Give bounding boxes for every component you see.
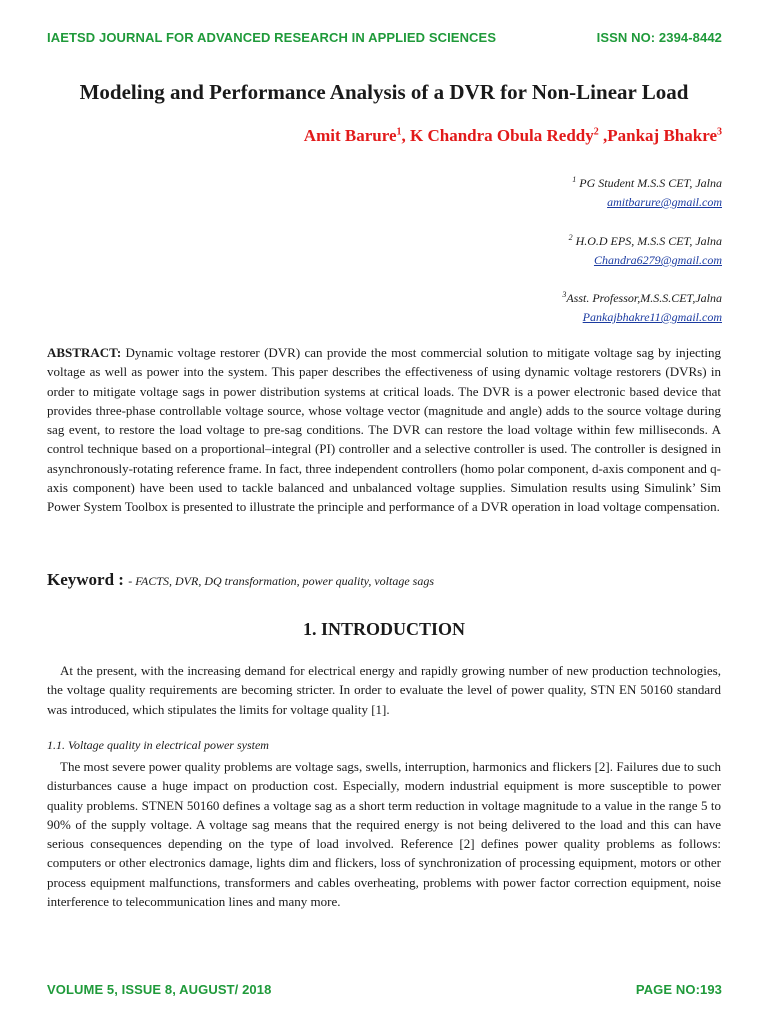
keywords-label: Keyword : — [47, 570, 129, 589]
intro-paragraph: At the present, with the increasing demand for electrical energy and rapidly growing number of new production technologies, the voltage quality requirements are becoming stricter. In order to evaluate the level of power quality, STN EN 50160 standard was introduced, which stipulates the limits for voltage quality [1]. — [47, 663, 721, 717]
email-link[interactable]: Chandra6279@gmail.com — [593, 253, 722, 267]
author-name: Pankaj Bhakre — [607, 126, 717, 145]
author-name: K Chandra Obula Reddy — [410, 126, 594, 145]
affiliation-superscript: 3 — [562, 290, 567, 299]
author-superscript: 1 — [396, 126, 402, 138]
abstract-text: Dynamic voltage restorer (DVR) can provide the most commercial solution to mitigate voltage sag by injecting voltage as well as power into the system. This paper describes the effectiveness of using dynamic voltage restorers (DVRs) in order to mitigate voltage sags in power distribution systems at critical loads. The DVR is a power electronic based device that provides three-phase controllable voltage source, whose voltage vector (magnitude and angle) adds to the source voltage during sag event, to restore the load voltage to pre-sag conditions. The DVR can restore the load voltage within few milliseconds. A control technique based on a proportional–integral (PI) controller and a selective controller is used. The controller is designed in asynchronously-rotating reference frame. In fact, three independent controllers (homo polar component, d-axis component and q-axis component) have been used to tackle balanced and unbalanced voltage supplies. Simulation results using Simulink’ Sim Power System Toolbox is presented to illustrate the principle and performance of a DVR operation in load voltage compensation. — [47, 345, 721, 515]
affiliation-text: H.O.D EPS, M.S.S CET, Jalna — [572, 234, 722, 248]
journal-header: IAETSD JOURNAL FOR ADVANCED RESEARCH IN APPLIED SCIENCES — [47, 30, 497, 45]
affiliation-superscript: 1 — [572, 175, 577, 184]
keywords-text: - FACTS, DVR, DQ transformation, power quality, voltage sags — [128, 574, 435, 588]
author-name: Amit Barure — [303, 126, 397, 145]
affiliation-2 — [569, 228, 722, 270]
page-number-footer: PAGE NO:193 — [635, 982, 722, 997]
affiliation-text: Asst. Professor,M.S.S.CET,Jalna — [566, 291, 722, 305]
email-link[interactable]: Pankajbhakre11@gmail.com — [582, 310, 722, 324]
subsection-paragraph: The most severe power quality problems are voltage sags, swells, interruption, harmonics and flickers [2]. Failures due to such disturbances cause a huge impact on production cost. Especially, modern industrial equipment is more susceptible to power quality problems. STNEN 50160 defines a voltage sag as a short term reduction in voltage magnitude to a value in the range 5 to 90% of the supply voltage. A voltage sag means that the required energy is not being delivered to the load and this can have serious consequences depending on the type of load involved. Reference [2] defines power quality problems as follows: computers or other electronics damage, lights dim and flickers, loss of synchronization of processing equipment, motors or other process equipment malfunctions, transformers and cables overheating, problems with power factor correction equipment, noise interference to telecommunication lines and many more. — [47, 759, 721, 910]
section-heading-introduction: 1. INTRODUCTION — [302, 619, 466, 639]
author-superscript: 2 — [593, 126, 599, 138]
affiliation-1 — [572, 170, 722, 212]
affiliation-superscript: 2 — [568, 233, 573, 242]
affiliation-text: PG Student M.S.S CET, Jalna — [576, 176, 722, 190]
email-link[interactable]: amitbarure@gmail.com — [607, 195, 722, 209]
abstract — [47, 343, 721, 517]
subsection-heading: 1.1. Voltage quality in electrical power system — [47, 738, 269, 752]
author-superscript: 3 — [717, 126, 722, 138]
author-separator: , — [401, 126, 410, 145]
keywords — [47, 570, 721, 590]
abstract-label: ABSTRACT: — [47, 345, 122, 360]
paper-title: Modeling and Performance Analysis of a DVR for Non-Linear Load — [79, 80, 689, 104]
affiliation-3 — [562, 285, 722, 327]
author-list — [304, 126, 722, 146]
author-separator: , — [598, 126, 608, 145]
issn-header: ISSN NO: 2394-8442 — [596, 30, 722, 45]
volume-footer: VOLUME 5, ISSUE 8, AUGUST/ 2018 — [47, 982, 272, 997]
